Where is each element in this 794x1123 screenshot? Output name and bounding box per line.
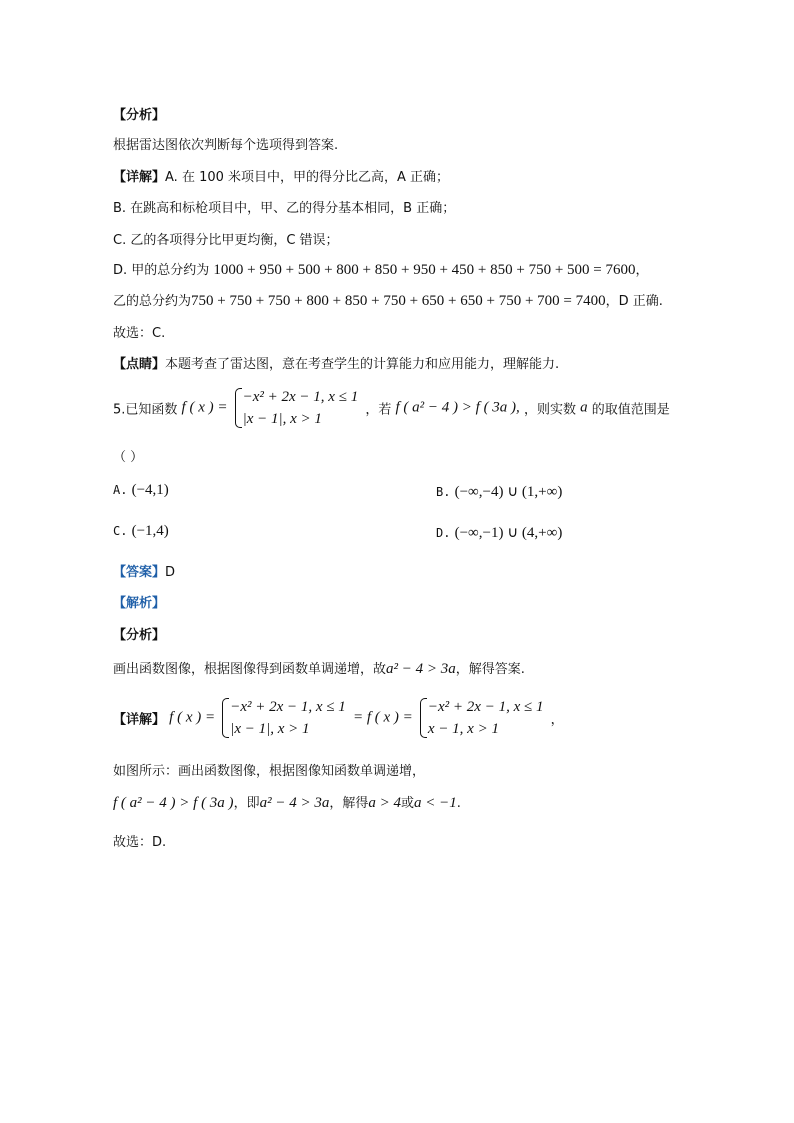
analysis2-suffix: ，解得答案. xyxy=(455,662,525,677)
analysis-heading: 【分析】 xyxy=(113,108,166,123)
jia-total-formula: 1000 + 950 + 500 + 800 + 850 + 950 + 450 + 850 + 750 + 500 = 7600 xyxy=(213,262,636,278)
option-d[interactable] xyxy=(436,523,562,542)
option-c-value: (−1,4) xyxy=(131,523,169,539)
answer-value: D xyxy=(165,565,176,580)
piece-case-1: −x² + 2x − 1, x ≤ 1 xyxy=(230,699,346,715)
comment-text: 本题考查了雷达图，意在考查学生的计算能力和应用能力，理解能力. xyxy=(165,357,560,372)
detail2-mid2: ，解得 xyxy=(329,796,369,811)
answer-heading: 【答案】 xyxy=(113,565,166,580)
left-brace xyxy=(222,698,229,738)
piece-case-2: |x − 1|, x > 1 xyxy=(242,411,322,427)
detail2-solve-line xyxy=(113,792,461,812)
left-brace xyxy=(420,698,427,738)
answer-paren: （ ） xyxy=(113,450,144,465)
choose-c: 故选：C. xyxy=(113,326,166,341)
detail2-comma: ， xyxy=(550,712,564,728)
piece-case-2b: x − 1, x > 1 xyxy=(427,721,499,737)
detail-a-line xyxy=(113,166,449,185)
question-var: a xyxy=(580,399,588,416)
detail-d-suffix: ， xyxy=(635,263,649,278)
inequality-f: f ( a² − 4 ) > f ( 3a ) xyxy=(113,795,234,811)
piece-case-2: |x − 1|, x > 1 xyxy=(230,721,310,737)
detail-c-text: C. 乙的各项得分比甲更均衡，C 错误； xyxy=(113,233,339,248)
detail2-graph-line: 如图所示：画出函数图像，根据图像知函数单调递增， xyxy=(113,764,426,779)
detail-b-text: B. 在跳高和标枪项目中，甲、乙的得分基本相同，B 正确； xyxy=(113,201,456,216)
analysis2-line xyxy=(113,658,525,678)
inequality-a: a² − 4 > 3a xyxy=(259,795,330,811)
detail2-eq: = f ( x ) = xyxy=(352,709,413,726)
option-d-letter: D. xyxy=(436,526,451,540)
question-cond-suffix: ，则实数 xyxy=(523,402,576,418)
option-c[interactable] xyxy=(113,523,169,540)
piecewise-function xyxy=(235,386,359,430)
analysis-text: 根据雷达图依次判断每个选项得到答案. xyxy=(113,138,339,153)
detail-yi-suffix: ，D 正确. xyxy=(605,294,663,309)
comment-heading: 【点睛】 xyxy=(113,357,166,372)
option-a-value: (−4,1) xyxy=(131,482,169,498)
detail-d-line xyxy=(113,259,649,279)
left-brace xyxy=(235,388,242,428)
solution-1: a > 4 xyxy=(368,795,401,811)
answer-line xyxy=(113,561,175,580)
detail2-fx: f ( x ) = xyxy=(169,709,216,726)
jiexi-heading: 【解析】 xyxy=(113,596,166,611)
analysis2-prefix: 画出函数图像，根据图像得到函数单调递增，故 xyxy=(113,662,387,677)
detail2-end: . xyxy=(456,796,461,811)
option-b-letter: B. xyxy=(436,485,451,499)
analysis2-inequality: a² − 4 > 3a xyxy=(386,661,456,677)
question-prefix: 5.已知函数 xyxy=(113,402,178,418)
yi-total-formula: 750 + 750 + 750 + 800 + 850 + 750 + 650 + 650 + 750 + 700 = 7400 xyxy=(191,293,606,309)
analysis2-heading: 【分析】 xyxy=(113,628,166,643)
question-condition: f ( a² − 4 ) > f ( 3a ), xyxy=(395,399,520,416)
option-c-letter: C. xyxy=(113,524,128,538)
solution-2: a < −1 xyxy=(413,795,457,811)
question-tail: 的取值范围是 xyxy=(591,402,670,418)
detail-a-text: A. 在 100 米项目中，甲的得分比乙高，A 正确； xyxy=(165,170,450,185)
option-b[interactable] xyxy=(436,482,562,501)
piecewise-function-original xyxy=(222,696,346,740)
detail2-or: 或 xyxy=(400,796,414,811)
option-a[interactable] xyxy=(113,482,169,499)
option-d-value: (−∞,−1) ∪ (4,+∞) xyxy=(454,525,563,541)
detail2-heading: 【详解】 xyxy=(113,712,166,728)
question-fx: f ( x ) = xyxy=(181,399,228,416)
piecewise-function-simplified xyxy=(420,696,544,740)
piece-case-1: −x² + 2x − 1, x ≤ 1 xyxy=(242,389,359,405)
option-a-letter: A. xyxy=(113,483,128,497)
comment-line xyxy=(113,353,559,372)
option-b-value: (−∞,−4) ∪ (1,+∞) xyxy=(454,484,563,500)
detail2-mid: ，即 xyxy=(233,796,260,811)
question-5 xyxy=(113,386,670,430)
detail2-line xyxy=(113,696,564,740)
detail-d-prefix: D. 甲的总分约为 xyxy=(113,263,210,278)
choose-d: 故选：D. xyxy=(113,835,167,850)
detail-yi-line xyxy=(113,290,663,310)
piece-case-1b: −x² + 2x − 1, x ≤ 1 xyxy=(427,699,544,715)
detail-heading: 【详解】 xyxy=(113,170,166,185)
detail-yi-prefix: 乙的总分约为 xyxy=(113,294,192,309)
question-cond-prefix: ，若 xyxy=(365,402,392,418)
